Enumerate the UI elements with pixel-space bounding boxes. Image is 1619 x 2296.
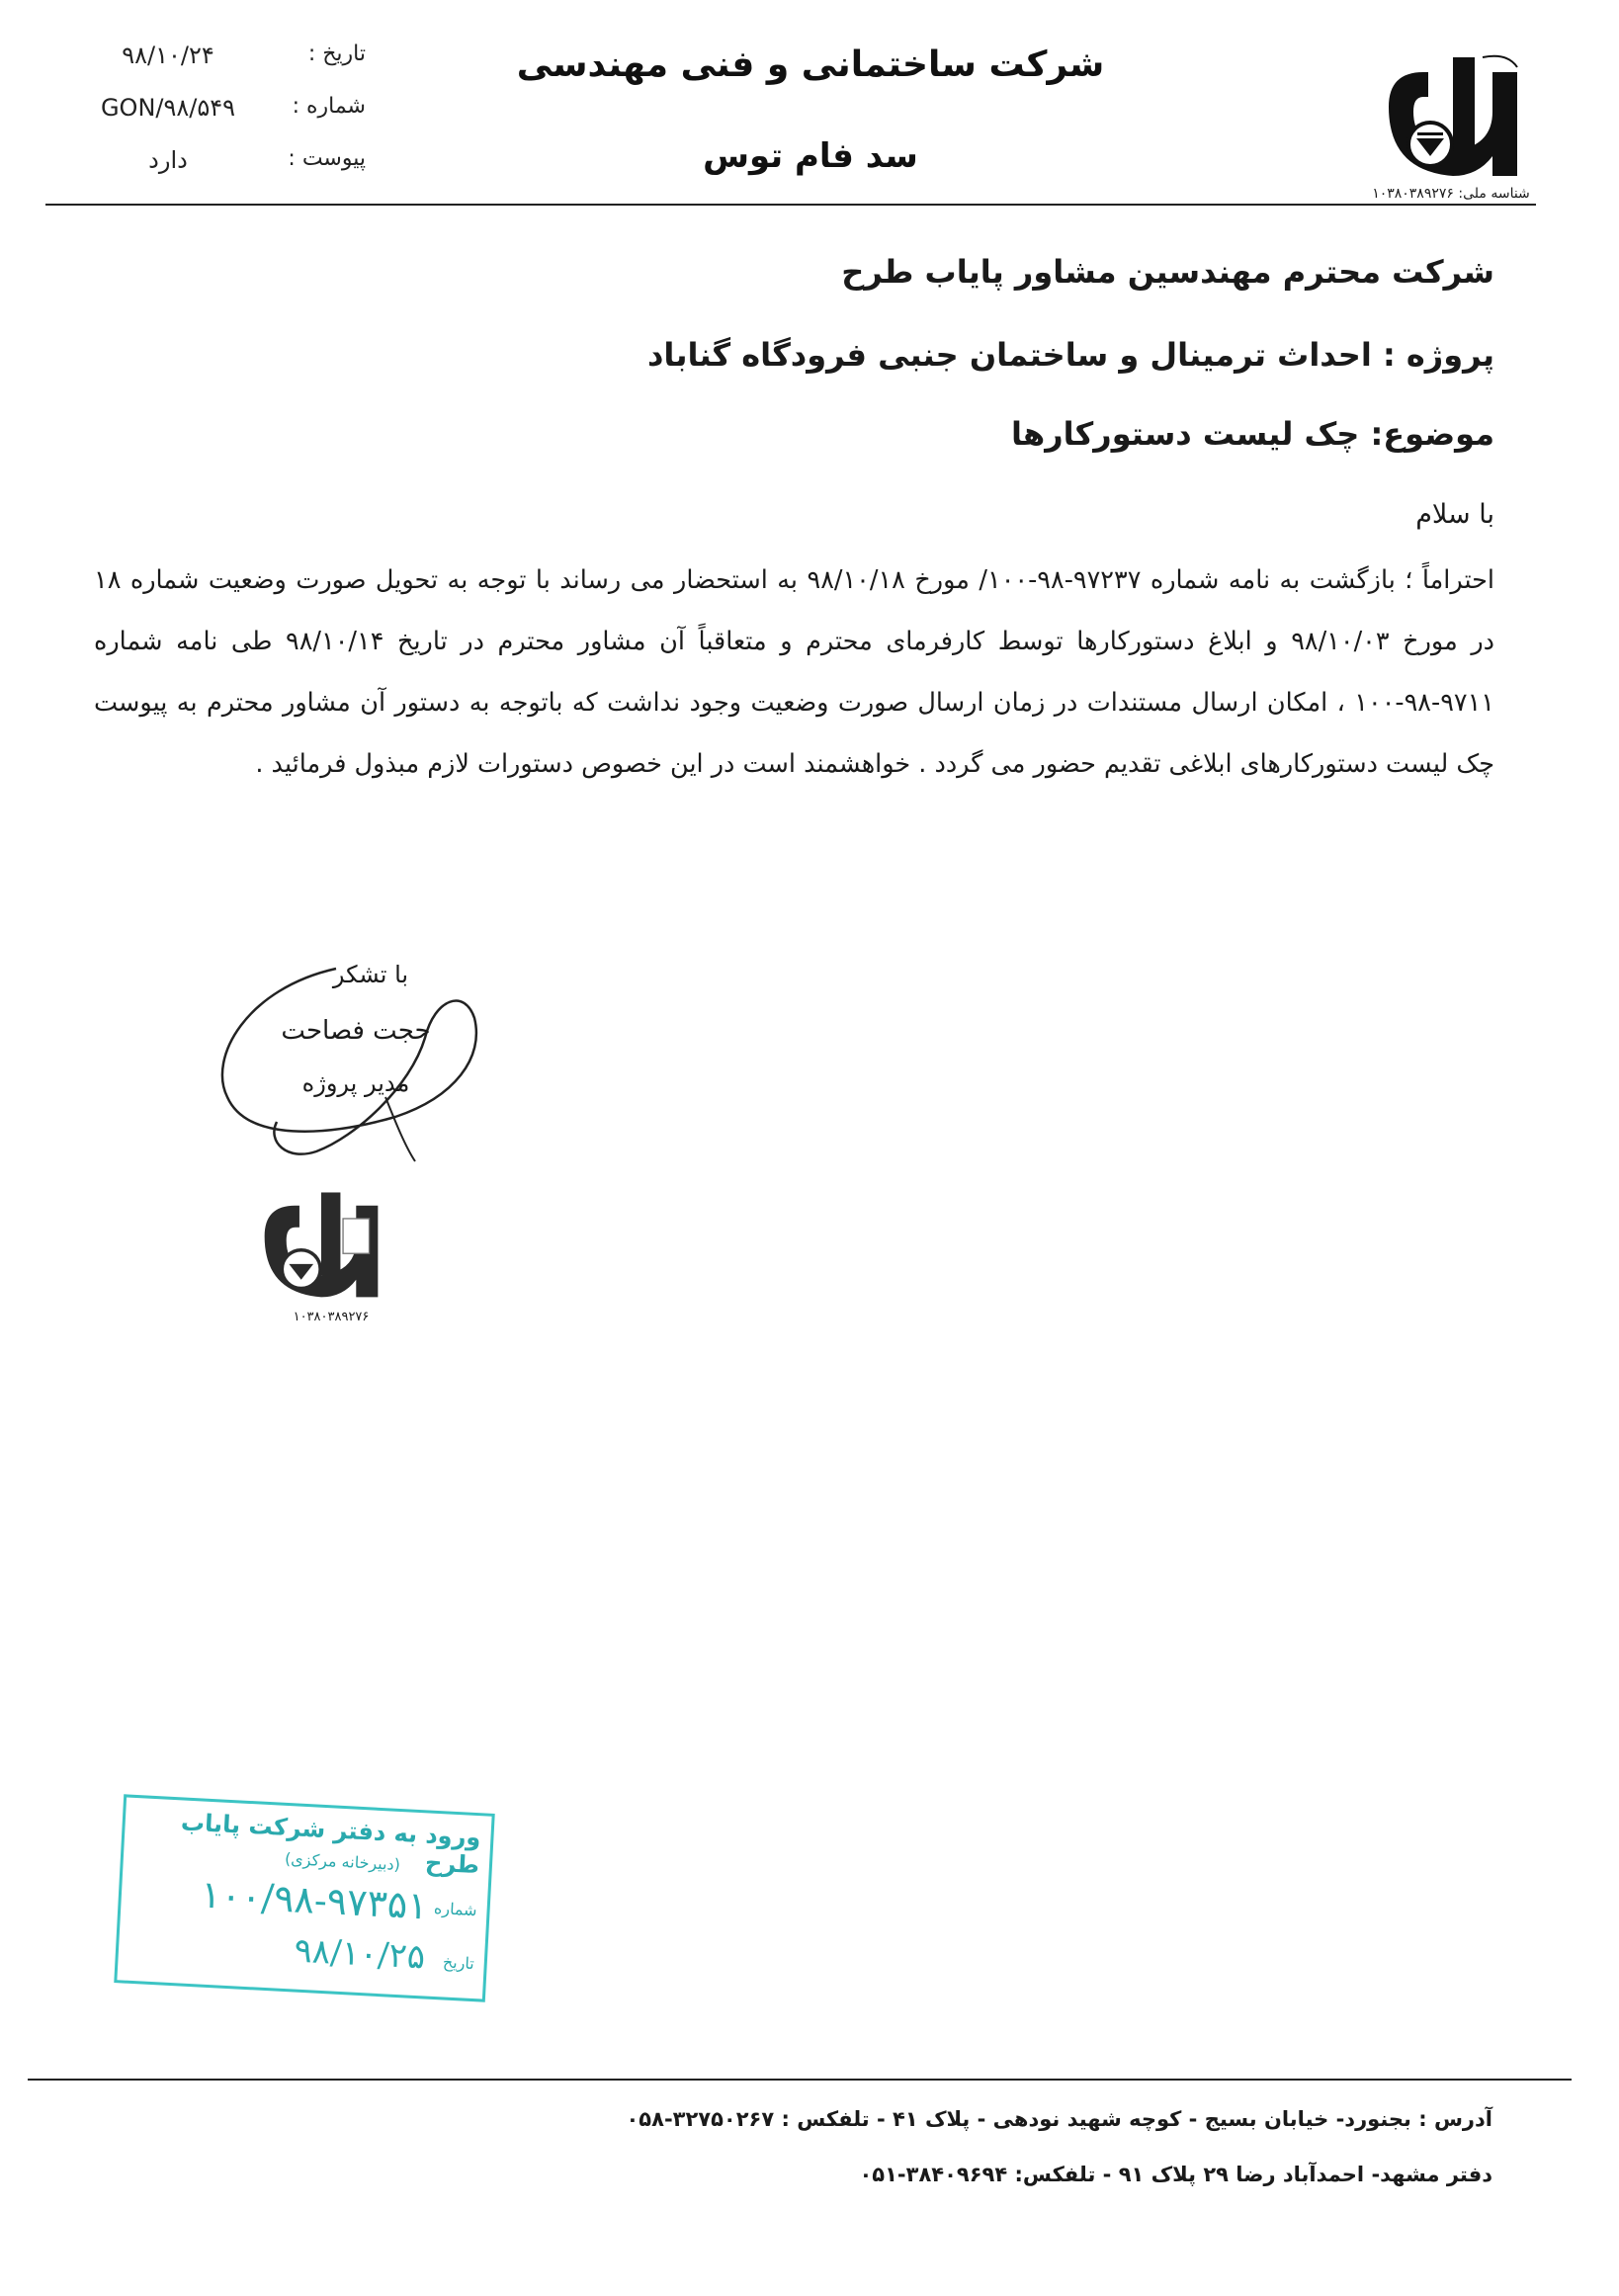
entry-stamp xyxy=(114,1794,494,2001)
addressee: شرکت محترم مهندسین مشاور پایاب طرح xyxy=(841,253,1494,291)
header-divider xyxy=(45,204,1536,206)
entry-number-label: شماره xyxy=(433,1898,478,1920)
date-value: ۹۸/۱۰/۲۴ xyxy=(122,42,214,69)
entry-stamp-title: ورود به دفتر شرکت پایاب طرح xyxy=(180,1808,482,1880)
letter-body: احتراماً ؛ بازگشت به نامه شماره ۹۷۲۳۷-۹۸-۱۰۰/ مورخ ۹۸/۱۰/۱۸ به استحضار می رساند با توجه به تحویل صورت وضعیت شماره ۱۸ در مورخ ۹۸/۱۰/۰۳ و ابلاغ دستورکارها توسط کارفرمای محترم و متعاقباً آن مشاور محترم در تاریخ ۹۸/۱۰/۱۴ طی نامه شماره ۹۷۱۱-۹۸-۱۰۰ ، امکان ارسال مستندات در زمان ارسال صورت وضعیت وجود نداشت که باتوجه به دستور آن مشاور محترم به پیوست چک لیست دستورکارهای ابلاغی تقدیم حضور می گردد . خواهشمند است در این خصوص دستورات لازم مبذول فرمائید . xyxy=(94,565,1494,779)
attachment-value: دارد xyxy=(148,146,188,174)
signatory-role: مدیر پروژه xyxy=(301,1069,410,1097)
signature-block xyxy=(208,949,494,1324)
attachment-label: پیوست : xyxy=(288,146,366,171)
meta-attachment xyxy=(69,146,366,186)
company-name-sub: سد فام توس xyxy=(703,136,918,176)
company-stamp-icon xyxy=(247,1166,395,1315)
logo-national-id: شناسه ملی: ۱۰۳۸۰۳۸۹۲۷۶ xyxy=(1372,186,1530,202)
footer-address-main: آدرس : بجنورد- خیابان بسیج - کوچه شهید نودهی - پلاک ۴۱ - تلفکس : ۳۲۷۵۰۲۶۷-۰۵۸ xyxy=(626,2107,1492,2131)
meta-date xyxy=(69,42,366,81)
company-name: شرکت ساختمانی و فنی مهندسی xyxy=(516,44,1105,85)
signature-closing: با تشکر xyxy=(332,961,409,988)
signatory-name: حجت فصاحت xyxy=(281,1016,431,1046)
greeting: با سلام xyxy=(1415,499,1494,530)
stamp-national-id: ۱۰۳۸۰۳۸۹۲۷۶ xyxy=(293,1310,370,1324)
entry-number-value: ۱۰۰/۹۸-۹۷۳۵۱ xyxy=(200,1872,429,1928)
footer-address-mashhad: دفتر مشهد- احمدآباد رضا ۲۹ پلاک ۹۱ - تلفکس: ۳۸۴۰۹۶۹۴-۰۵۱ xyxy=(859,2163,1492,2186)
entry-date-label: تاریخ xyxy=(442,1952,475,1974)
number-label: شماره : xyxy=(292,94,366,119)
entry-date-value: ۹۸/۱۰/۲۵ xyxy=(293,1930,427,1978)
footer-divider xyxy=(28,2079,1572,2081)
subject-line: موضوع: چک لیست دستورکارها xyxy=(1011,415,1494,453)
project-line: پروژه : احداث ترمینال و ساختمان جنبی فرودگاه گناباد xyxy=(647,336,1494,374)
company-logo-icon xyxy=(1369,28,1537,196)
entry-stamp-subtitle: (دبیرخانه مرکزی) xyxy=(284,1848,401,1875)
number-value: GON/۹۸/۵۴۹ xyxy=(100,94,236,122)
meta-number xyxy=(69,94,366,133)
date-label: تاریخ : xyxy=(307,42,366,66)
